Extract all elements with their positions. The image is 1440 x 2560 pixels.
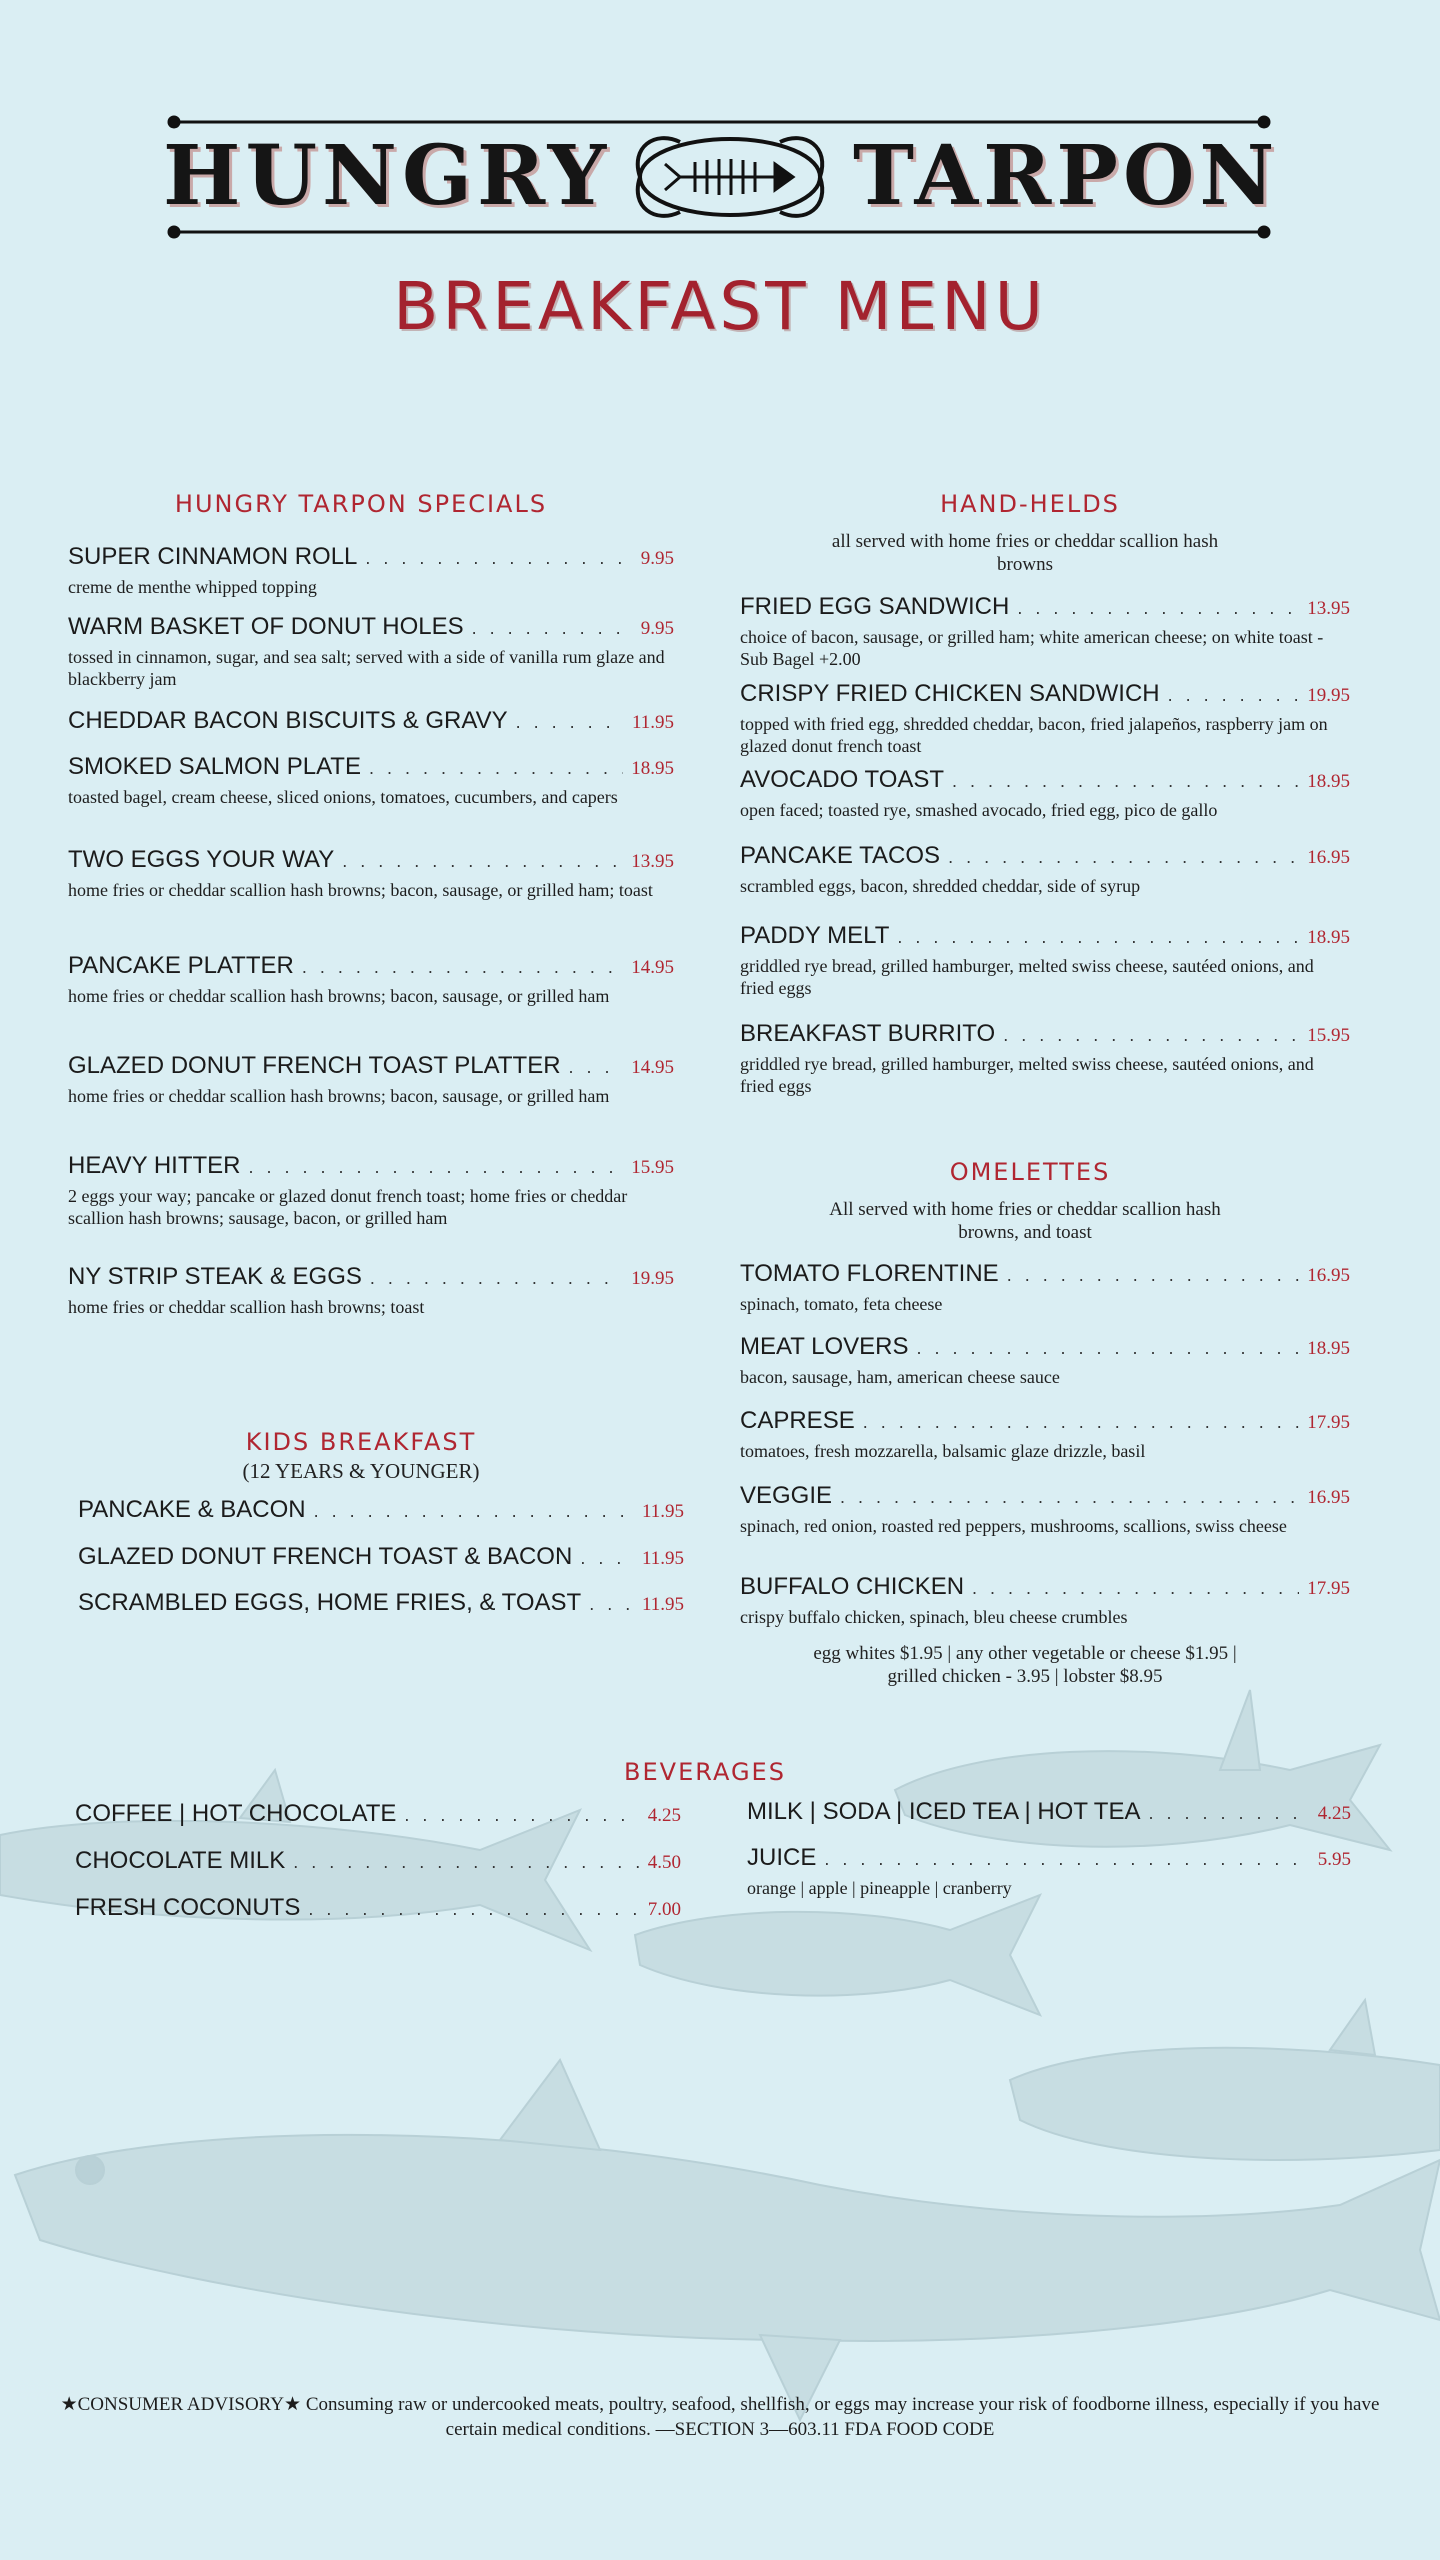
- fish-skeleton-icon: [625, 122, 835, 232]
- item-description: choice of bacon, sausage, or grilled ham; white american cheese; on white toast - Sub Bagel +2.00: [740, 627, 1324, 669]
- item-price: 13.95: [631, 851, 674, 872]
- item-description: griddled rye bread, grilled hamburger, melted swiss cheese, sautéed onions, and fried eggs: [740, 1054, 1314, 1096]
- item-description: open faced; toasted rye, smashed avocado, fried egg, pico de gallo: [740, 800, 1218, 820]
- item-name: SCRAMBLED EGGS, HOME FRIES, & TOAST: [78, 1589, 582, 1616]
- item-description: orange | apple | pineapple | cranberry: [747, 1878, 1012, 1898]
- item-name: PADDY MELT: [740, 922, 890, 949]
- item-description: spinach, tomato, feta cheese: [740, 1294, 943, 1314]
- brand-name-left: HUNGRY: [163, 128, 612, 224]
- item-price: 17.95: [1307, 1412, 1350, 1433]
- item-price: 11.95: [641, 1501, 684, 1522]
- item-price: 16.95: [1307, 1487, 1350, 1508]
- item-price: 13.95: [1307, 598, 1350, 619]
- menu-item: [740, 766, 1350, 821]
- section-title-kids: KIDS BREAKFAST: [245, 1428, 477, 1456]
- item-name: FRIED EGG SANDWICH: [740, 593, 1010, 620]
- item-price: 18.95: [1307, 927, 1350, 948]
- item-description: scrambled eggs, bacon, shredded cheddar, side of syrup: [740, 876, 1141, 896]
- kids-age-note: (12 YEARS & YOUNGER): [242, 1459, 480, 1483]
- item-name: MEAT LOVERS: [740, 1333, 909, 1360]
- menu-item: [740, 1020, 1350, 1097]
- item-name: TWO EGGS YOUR WAY: [68, 846, 335, 873]
- menu-item: [68, 707, 674, 737]
- menu-item: [68, 1152, 674, 1229]
- menu-item: [740, 1482, 1350, 1537]
- item-name: GLAZED DONUT FRENCH TOAST & BACON: [78, 1543, 573, 1570]
- item-price: 9.95: [640, 548, 674, 569]
- menu-item: [78, 1543, 684, 1573]
- section-title-omelettes: OMELETTES: [949, 1158, 1111, 1186]
- item-price: 17.95: [1307, 1578, 1350, 1599]
- menu-item: [740, 593, 1350, 670]
- item-name: AVOCADO TOAST: [740, 766, 945, 793]
- menu-item: [78, 1496, 684, 1526]
- item-name: FRESH COCONUTS: [75, 1894, 301, 1921]
- item-price: 4.25: [1317, 1803, 1351, 1824]
- menu-title: BREAKFAST MENU: [393, 268, 1047, 345]
- brand-name-right: TARPON: [853, 128, 1280, 224]
- item-name: BUFFALO CHICKEN: [740, 1573, 965, 1600]
- item-name: PANCAKE PLATTER: [68, 952, 294, 979]
- item-name: GLAZED DONUT FRENCH TOAST PLATTER: [68, 1052, 561, 1079]
- menu-item: [68, 543, 674, 598]
- omelettes-note: All served with home fries or cheddar scallion hash browns, and toast: [829, 1199, 1221, 1243]
- item-name: BREAKFAST BURRITO: [740, 1020, 996, 1047]
- item-price: 5.95: [1317, 1849, 1351, 1870]
- item-price: 14.95: [631, 1057, 674, 1078]
- menu-item: [75, 1847, 681, 1877]
- item-name: TOMATO FLORENTINE: [740, 1260, 999, 1287]
- item-description: creme de menthe whipped topping: [68, 577, 317, 597]
- item-name: CHEDDAR BACON BISCUITS & GRAVY: [68, 707, 508, 734]
- item-price: 19.95: [1307, 685, 1350, 706]
- item-name: CRISPY FRIED CHICKEN SANDWICH: [740, 680, 1160, 707]
- item-price: 16.95: [1307, 847, 1350, 868]
- item-description: bacon, sausage, ham, american cheese sauce: [740, 1367, 1060, 1387]
- menu-item: [68, 846, 674, 901]
- item-name: SUPER CINNAMON ROLL: [68, 543, 358, 570]
- menu-item: [740, 680, 1350, 757]
- menu-item: [68, 753, 674, 808]
- item-price: 18.95: [631, 758, 674, 779]
- item-price: 15.95: [631, 1157, 674, 1178]
- item-description: topped with fried egg, shredded cheddar, bacon, fried jalapeños, raspberry jam on glazed donut french toast: [740, 714, 1328, 756]
- item-price: 4.25: [647, 1805, 681, 1826]
- item-name: VEGGIE: [740, 1482, 833, 1509]
- item-price: 16.95: [1307, 1265, 1350, 1286]
- item-price: 15.95: [1307, 1025, 1350, 1046]
- item-price: 9.95: [640, 618, 674, 639]
- item-name: CAPRESE: [740, 1407, 855, 1434]
- item-price: 4.50: [647, 1852, 681, 1873]
- item-name: MILK | SODA | ICED TEA | HOT TEA: [747, 1798, 1141, 1825]
- item-price: 11.95: [641, 1594, 684, 1615]
- menu-item: [740, 1260, 1350, 1315]
- item-description: tomatoes, fresh mozzarella, balsamic glaze drizzle, basil: [740, 1441, 1146, 1461]
- menu-item: [747, 1798, 1351, 1828]
- item-name: NY STRIP STEAK & EGGS: [68, 1263, 362, 1290]
- item-description: crispy buffalo chicken, spinach, bleu cheese crumbles: [740, 1607, 1128, 1627]
- menu-item: [740, 842, 1350, 897]
- item-description: 2 eggs your way; pancake or glazed donut french toast; home fries or cheddar scallion hash browns; sausage, bacon, or grilled ham: [68, 1186, 628, 1228]
- item-description: home fries or cheddar scallion hash browns; bacon, sausage, or grilled ham; toast: [68, 880, 653, 900]
- item-description: tossed in cinnamon, sugar, and sea salt; served with a side of vanilla rum glaze and blackberry jam: [68, 647, 665, 689]
- handhelds-note: all served with home fries or cheddar scallion hash browns: [831, 531, 1219, 575]
- item-price: 11.95: [631, 712, 674, 733]
- item-price: 14.95: [631, 957, 674, 978]
- menu-item: [68, 613, 674, 690]
- consumer-advisory: ★CONSUMER ADVISORY★ Consuming raw or undercooked meats, poultry, seafood, shellfish, or eggs may increase your risk of foodborne illness, especially if you have certain medical conditions. —SECTION 3—603.11 FDA FOOD CODE: [60, 2394, 1380, 2440]
- menu-item: [740, 1407, 1350, 1462]
- item-price: 19.95: [631, 1268, 674, 1289]
- item-name: HEAVY HITTER: [68, 1152, 241, 1179]
- item-price: 18.95: [1307, 771, 1350, 792]
- item-name: JUICE: [747, 1844, 817, 1871]
- menu-item: [68, 952, 674, 1007]
- item-description: spinach, red onion, roasted red peppers, mushrooms, scallions, swiss cheese: [740, 1516, 1287, 1536]
- menu-item: [68, 1052, 674, 1107]
- menu-item: [747, 1844, 1351, 1899]
- item-description: griddled rye bread, grilled hamburger, melted swiss cheese, sautéed onions, and fried eggs: [740, 956, 1314, 998]
- section-title-specials: HUNGRY TARPON SPECIALS: [174, 490, 548, 518]
- item-description: toasted bagel, cream cheese, sliced onions, tomatoes, cucumbers, and capers: [68, 787, 618, 807]
- section-title-handhelds: HAND-HELDS: [940, 490, 1120, 518]
- menu-item: [740, 922, 1350, 999]
- item-price: 18.95: [1307, 1338, 1350, 1359]
- item-price: 7.00: [647, 1899, 681, 1920]
- menu-item: [740, 1573, 1350, 1628]
- item-description: home fries or cheddar scallion hash browns; bacon, sausage, or grilled ham: [68, 1086, 610, 1106]
- item-name: COFFEE | HOT CHOCOLATE: [75, 1800, 397, 1827]
- section-title-beverages: BEVERAGES: [624, 1758, 786, 1786]
- item-description: home fries or cheddar scallion hash browns; toast: [68, 1297, 425, 1317]
- menu-item: [75, 1894, 681, 1924]
- omelettes-addons: egg whites $1.95 | any other vegetable or cheese $1.95 | grilled chicken - 3.95 | lobster $8.95: [813, 1643, 1237, 1687]
- item-name: SMOKED SALMON PLATE: [68, 753, 361, 780]
- menu-item: [78, 1589, 684, 1619]
- menu-item: [740, 1333, 1350, 1388]
- item-name: PANCAKE TACOS: [740, 842, 941, 869]
- menu-item: [75, 1800, 681, 1830]
- item-price: 11.95: [641, 1548, 684, 1569]
- item-name: PANCAKE & BACON: [78, 1496, 306, 1523]
- menu-item: [68, 1263, 674, 1318]
- item-name: CHOCOLATE MILK: [75, 1847, 286, 1874]
- item-description: home fries or cheddar scallion hash browns; bacon, sausage, or grilled ham: [68, 986, 610, 1006]
- item-name: WARM BASKET OF DONUT HOLES: [68, 613, 464, 640]
